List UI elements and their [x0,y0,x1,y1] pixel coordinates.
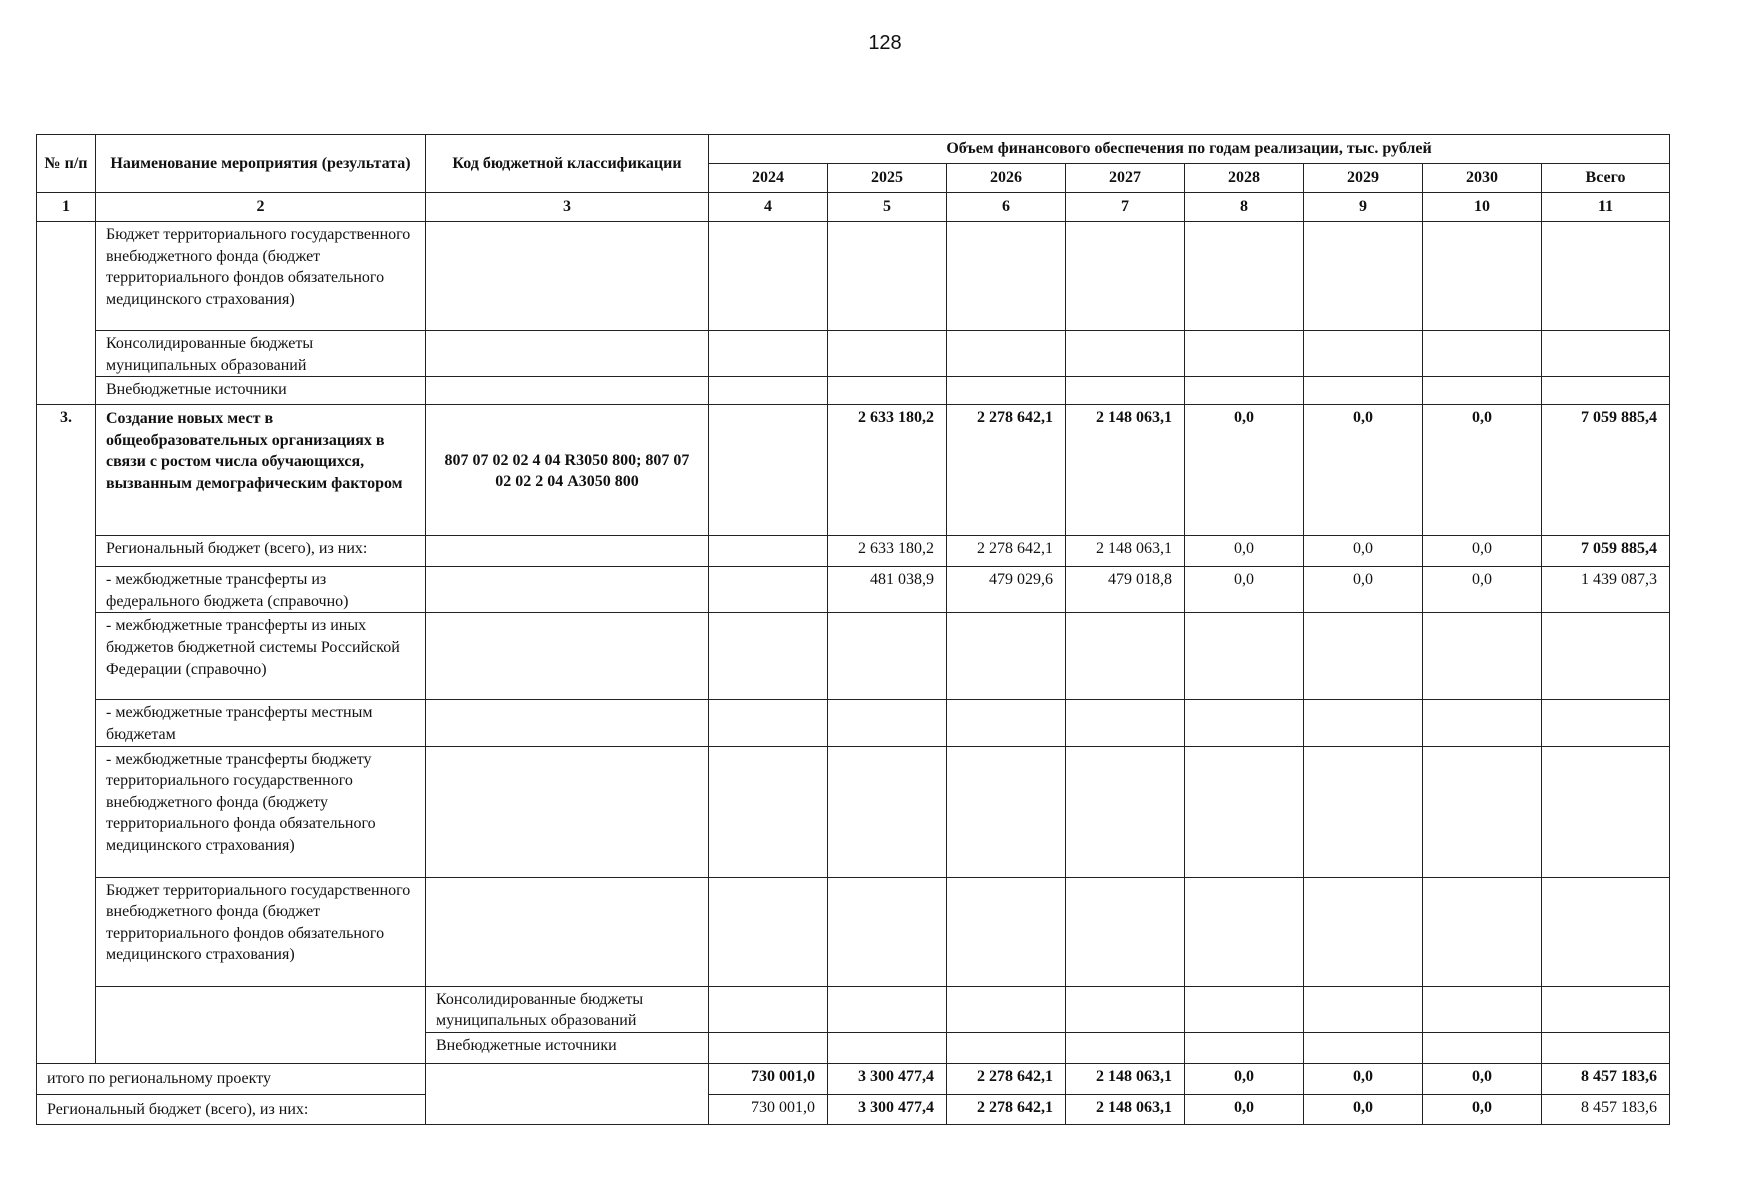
code-cell [426,700,709,746]
value-cell [1304,700,1423,746]
value-cell [947,377,1066,405]
value-cell [828,700,947,746]
funding-table [36,134,1670,1125]
value-cell [1185,986,1304,1032]
value-cell: 2 633 180,2 [828,536,947,567]
table-header [37,135,1670,222]
value-cell: 0,0 [1423,536,1542,567]
value-cell: 0,0 [1304,567,1423,613]
value-cell [1542,1032,1670,1063]
value-cell [709,567,828,613]
total-value: 2 148 063,1 [1066,1063,1185,1094]
column-number: 5 [828,193,947,222]
code-cell [426,331,709,377]
value-cell [828,377,947,405]
total-value: 3 300 477,4 [828,1063,947,1094]
header-year: 2030 [1423,164,1542,193]
value-cell [709,377,828,405]
value-cell [828,331,947,377]
header-number: № п/п [37,135,96,193]
number-cell [96,986,426,1063]
value-cell [1423,1032,1542,1063]
value-cell [1066,377,1185,405]
value-cell: 2 278 642,1 [947,405,1066,536]
value-cell [1185,222,1304,331]
value-cell [1423,331,1542,377]
value-cell [1304,986,1423,1032]
value-cell [947,222,1066,331]
header-year: 2029 [1304,164,1423,193]
name-cell: Внебюджетные источники [96,377,426,405]
value-cell [1542,331,1670,377]
value-cell [947,986,1066,1032]
value-cell [1185,700,1304,746]
code-cell [426,613,709,700]
value-cell: 0,0 [1304,536,1423,567]
name-cell: - межбюджетные трансферты бюджету территориального государственного внебюджетного фонда (бюджету территориального фонда обязательного медицинского страхования) [96,746,426,877]
header-volume: Объем финансового обеспечения по годам реализации, тыс. рублей [709,135,1670,164]
total-value: 0,0 [1423,1063,1542,1094]
total-value: 0,0 [1185,1063,1304,1094]
total-row [37,1094,1670,1124]
total-value: 2 278 642,1 [947,1063,1066,1094]
total-value: 8 457 183,6 [1542,1063,1670,1094]
total-label: итого по региональному проекту [37,1063,426,1094]
value-cell [828,877,947,986]
number-cell: 3. [37,405,96,1064]
value-cell [709,700,828,746]
code-cell [426,746,709,877]
value-cell [1066,331,1185,377]
column-number: 2 [96,193,426,222]
value-cell: 0,0 [1185,567,1304,613]
value-cell: 481 038,9 [828,567,947,613]
name-cell: - межбюджетные трансферты из иных бюджетов бюджетной системы Российской Федерации (справочно) [96,613,426,700]
value-cell [709,331,828,377]
total-value: 0,0 [1185,1094,1304,1124]
total-value: 730 001,0 [709,1063,828,1094]
value-cell [1423,222,1542,331]
table-row [37,567,1670,613]
total-value: 2 148 063,1 [1066,1094,1185,1124]
name-cell: - межбюджетные трансферты из федерального бюджета (справочно) [96,567,426,613]
table-row [37,536,1670,567]
value-cell [1304,746,1423,877]
value-cell [947,613,1066,700]
column-number: 11 [1542,193,1670,222]
value-cell [1185,877,1304,986]
table-row [37,877,1670,986]
value-cell [709,222,828,331]
value-cell [1542,986,1670,1032]
value-cell [828,1032,947,1063]
header-year: 2026 [947,164,1066,193]
table-row [37,331,1670,377]
number-cell [37,222,96,405]
table-row [37,700,1670,746]
value-cell: 479 029,6 [947,567,1066,613]
value-cell [1066,222,1185,331]
value-cell: 2 633 180,2 [828,405,947,536]
value-cell [947,746,1066,877]
value-cell [1423,377,1542,405]
value-cell: 0,0 [1185,405,1304,536]
name-cell: Региональный бюджет (всего), из них: [96,536,426,567]
code-cell [709,1032,828,1063]
value-cell [709,613,828,700]
column-number: 6 [947,193,1066,222]
table-row [37,746,1670,877]
page-number: 128 [868,32,902,54]
total-value: 730 001,0 [709,1094,828,1124]
value-cell [1185,613,1304,700]
total-value: 2 278 642,1 [947,1094,1066,1124]
value-cell: 7 059 885,4 [1542,405,1670,536]
column-number: 9 [1304,193,1423,222]
value-cell [1185,1032,1304,1063]
value-cell [1066,746,1185,877]
column-number: 3 [426,193,709,222]
value-cell [709,536,828,567]
value-cell [828,986,947,1032]
header-total: Всего [1542,164,1670,193]
value-cell [709,405,828,536]
table-row [37,222,1670,331]
header-year: 2024 [709,164,828,193]
value-cell [947,331,1066,377]
header-year: 2028 [1185,164,1304,193]
value-cell: 1 439 087,3 [1542,567,1670,613]
value-cell [1304,613,1423,700]
budget-code-cell: 807 07 02 02 4 04 R3050 800; 807 07 02 02 2 04 А3050 800 [426,405,709,536]
total-value: 8 457 183,6 [1542,1094,1670,1124]
value-cell [1185,377,1304,405]
total-row [37,1063,1670,1094]
value-cell [1542,222,1670,331]
column-number: 10 [1423,193,1542,222]
value-cell [1066,613,1185,700]
header-code: Код бюджетной классификации [426,135,709,193]
name-cell: Консолидированные бюджеты муниципальных образований [96,331,426,377]
name-cell: Консолидированные бюджеты муниципальных образований [426,986,709,1032]
table-row [37,377,1670,405]
name-cell: Бюджет территориального государственного внебюджетного фонда (бюджет территориального фондов обязательного медицинского страхования) [96,877,426,986]
table-row [37,986,1670,1032]
value-cell [1542,877,1670,986]
value-cell [1542,377,1670,405]
event-name-cell: Создание новых мест в общеобразовательных организациях в связи с ростом числа обучающихся, вызванным демографическим фактором [96,405,426,536]
value-cell [828,613,947,700]
value-cell [1542,746,1670,877]
code-cell [426,567,709,613]
table-row [37,613,1670,700]
value-cell: 0,0 [1423,405,1542,536]
value-cell [1542,613,1670,700]
name-cell: Бюджет территориального государственного внебюджетного фонда (бюджет территориального фондов обязательного медицинского страхования) [96,222,426,331]
value-cell [1066,700,1185,746]
total-value: 3 300 477,4 [828,1094,947,1124]
value-cell [828,222,947,331]
value-cell [1304,1032,1423,1063]
value-cell [1423,986,1542,1032]
value-cell: 479 018,8 [1066,567,1185,613]
value-cell: 2 148 063,1 [1066,536,1185,567]
value-cell [1066,877,1185,986]
value-cell [828,746,947,877]
code-cell [709,986,828,1032]
value-cell [947,1032,1066,1063]
value-cell [1304,331,1423,377]
value-cell [1304,377,1423,405]
value-cell [947,700,1066,746]
column-number: 1 [37,193,96,222]
header-name: Наименование мероприятия (результата) [96,135,426,193]
column-number: 7 [1066,193,1185,222]
code-cell [426,536,709,567]
table-row [37,405,1670,536]
value-cell [1304,222,1423,331]
value-cell: 2 148 063,1 [1066,405,1185,536]
name-cell: Внебюджетные источники [426,1032,709,1063]
table-body [37,222,1670,1125]
value-cell [1066,986,1185,1032]
header-year: 2025 [828,164,947,193]
value-cell [1423,877,1542,986]
column-number: 4 [709,193,828,222]
code-cell [426,222,709,331]
value-cell: 7 059 885,4 [1542,536,1670,567]
name-cell: - межбюджетные трансферты местным бюджетам [96,700,426,746]
header-year: 2027 [1066,164,1185,193]
value-cell: 2 278 642,1 [947,536,1066,567]
value-cell [1304,877,1423,986]
value-cell [1423,700,1542,746]
value-cell [1423,613,1542,700]
value-cell [1185,746,1304,877]
value-cell [947,877,1066,986]
total-value: 0,0 [1304,1094,1423,1124]
value-cell: 0,0 [1304,405,1423,536]
total-value: 0,0 [1423,1094,1542,1124]
value-cell: 0,0 [1185,536,1304,567]
value-cell [1185,331,1304,377]
value-cell: 0,0 [1423,567,1542,613]
column-number: 8 [1185,193,1304,222]
code-cell [426,377,709,405]
code-cell [426,877,709,986]
code-cell [426,1063,709,1124]
value-cell [1423,746,1542,877]
value-cell [1066,1032,1185,1063]
total-value: 0,0 [1304,1063,1423,1094]
value-cell [709,746,828,877]
total-label: Региональный бюджет (всего), из них: [37,1094,426,1124]
value-cell [1542,700,1670,746]
value-cell [709,877,828,986]
